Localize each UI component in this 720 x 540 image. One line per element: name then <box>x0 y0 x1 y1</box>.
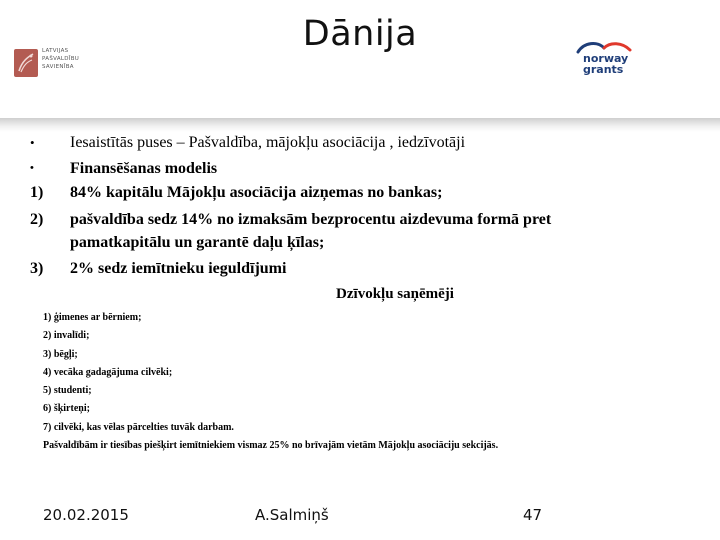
bullet-text: Iesaistītās puses – Pašvaldība, mājokļu asociācija , iedzīvotāji <box>70 134 466 151</box>
footer-date: 20.02.2015 <box>43 506 129 524</box>
recipient-item: 6) šķirteņi; <box>43 403 90 415</box>
bullet-marker: • <box>30 162 34 174</box>
lps-logo-line: SAVIENĪBA <box>42 64 74 70</box>
recipient-item: 5) studenti; <box>43 385 92 397</box>
norway-grants-line: norway <box>583 52 629 65</box>
recipients-heading: Dzīvokļu saņēmēji <box>336 286 454 302</box>
footer-page-number: 47 <box>523 506 543 524</box>
bullet-marker: 2) <box>30 211 44 228</box>
footer-author: A.Salmiņš <box>255 506 329 524</box>
bullet-text: 84% kapitālu Mājokļu asociācija aizņemas no bankas; <box>70 184 443 201</box>
recipient-item: 7) cilvēki, kas vēlas pārcelties tuvāk darbam. <box>43 421 234 433</box>
recipient-item: 2) invalīdi; <box>43 330 90 342</box>
bullet-marker: • <box>30 135 35 150</box>
recipients-list <box>43 309 498 455</box>
header-divider <box>0 118 720 132</box>
bullet-text: pamatkapitālu un garantē daļu ķīlas; <box>70 234 325 251</box>
recipient-note: Pašvaldībām ir tiesības piešķirt iemītniekiem vismaz 25% no brīvajām vietām Mājokļu asociāciju sekcijās. <box>43 440 499 452</box>
bullet-marker: 1) <box>30 184 44 201</box>
bullet-text: pašvaldība sedz 14% no izmaksām bezprocentu aizdevuma formā pret <box>70 211 552 228</box>
recipient-item: 1) ģimenes ar bērniem; <box>43 312 142 323</box>
lps-logo-line: LATVIJAS <box>42 48 69 54</box>
bullet-text: Finansēšanas modelis <box>70 160 218 177</box>
slide-title: Dānija <box>302 14 418 54</box>
norway-grants-line: grants <box>583 63 624 76</box>
recipient-item: 3) bēgļi; <box>43 348 78 360</box>
bullet-text: 2% sedz iemītnieku ieguldījumi <box>70 260 287 277</box>
bullet-marker: 3) <box>30 260 44 277</box>
recipient-item: 4) vecāka gadagājuma cilvēki; <box>43 366 173 378</box>
lps-logo-line: PAŠVALDĪBU <box>42 56 80 62</box>
norway-grants-logo <box>574 40 644 80</box>
lps-logo <box>14 47 104 79</box>
lps-emblem-icon <box>14 49 38 77</box>
